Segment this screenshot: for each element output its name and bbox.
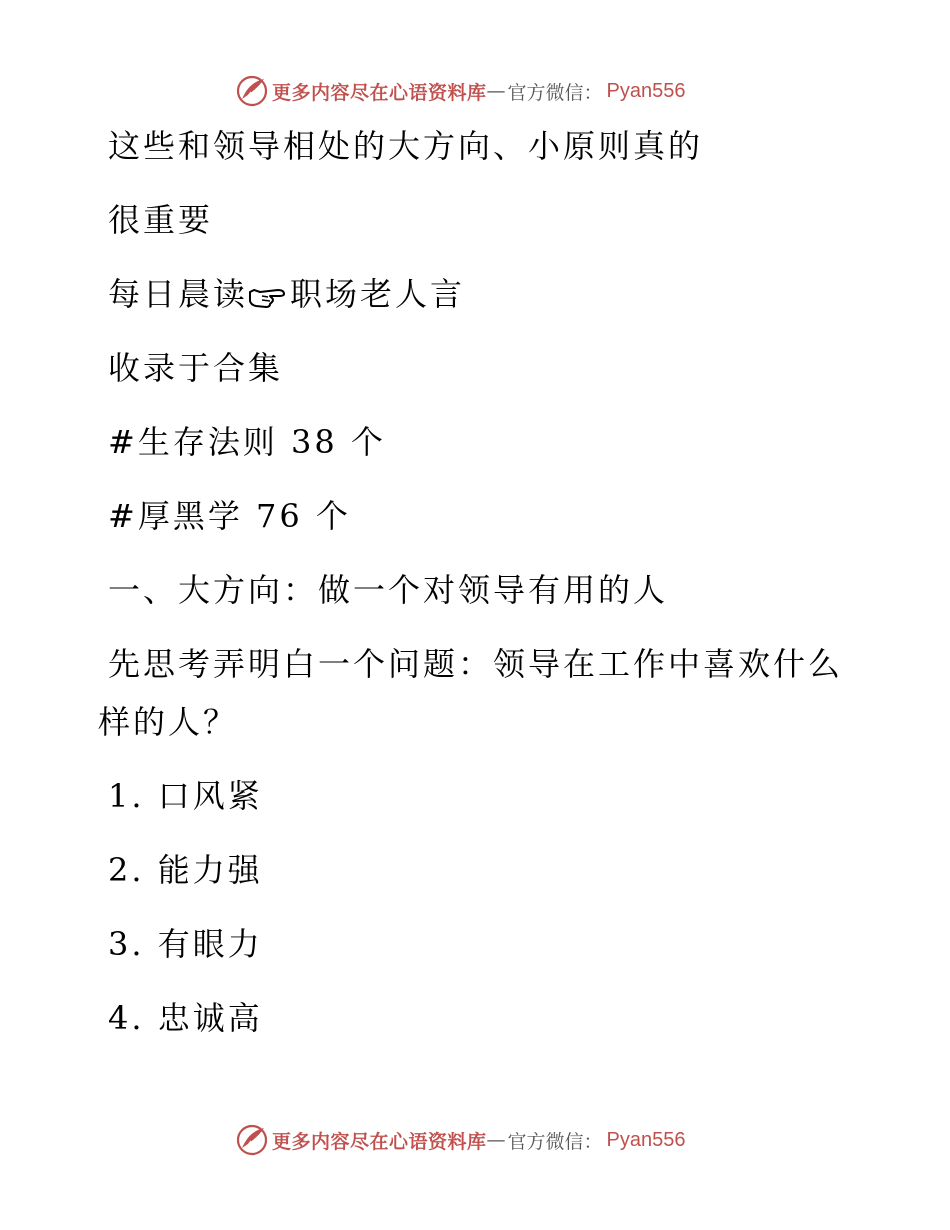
footer-dash: —: [486, 1129, 506, 1151]
footer-main-text: 更多内容尽在心语资料库: [272, 1130, 487, 1153]
text-line-3-part2: 职场老人言: [290, 275, 466, 313]
text-line-1: 这些和领导相处的大方向、小原则真的: [108, 127, 704, 165]
footer-banner: [236, 1123, 686, 1157]
feather-pen-logo-icon: [236, 75, 268, 107]
list-item-1: 1. 口风紧: [108, 777, 263, 815]
banner-main-text: 更多内容尽在心语资料库: [272, 81, 487, 104]
feather-pen-logo-icon: [236, 1124, 268, 1156]
text-line-6: #厚黑学 76 个: [108, 497, 351, 535]
text-line-2: 很重要: [108, 201, 214, 239]
text-line-8: 先思考弄明白一个问题：领导在工作中喜欢什么: [108, 645, 844, 683]
text-line-4: 收录于合集: [108, 349, 284, 387]
banner-dash: —: [486, 80, 506, 102]
list-item-3: 3. 有眼力: [108, 925, 263, 963]
header-banner: [236, 74, 686, 108]
banner-label: 官方微信：: [507, 81, 603, 104]
text-line-7: 一、大方向：做一个对领导有用的人: [108, 571, 669, 609]
pointing-hand-icon: [248, 284, 288, 310]
text-line-9: 样的人？: [98, 703, 239, 741]
footer-wechat-id: Pyan556: [606, 1128, 686, 1151]
text-line-3-part1: 每日晨读: [108, 275, 249, 313]
text-line-5: #生存法则 38 个: [108, 423, 386, 461]
footer-label: 官方微信：: [507, 1130, 603, 1153]
banner-wechat-id: Pyan556: [606, 79, 686, 102]
list-item-2: 2. 能力强: [108, 851, 263, 889]
list-item-4: 4. 忠诚高: [108, 999, 263, 1037]
text-line-3: [108, 274, 465, 314]
